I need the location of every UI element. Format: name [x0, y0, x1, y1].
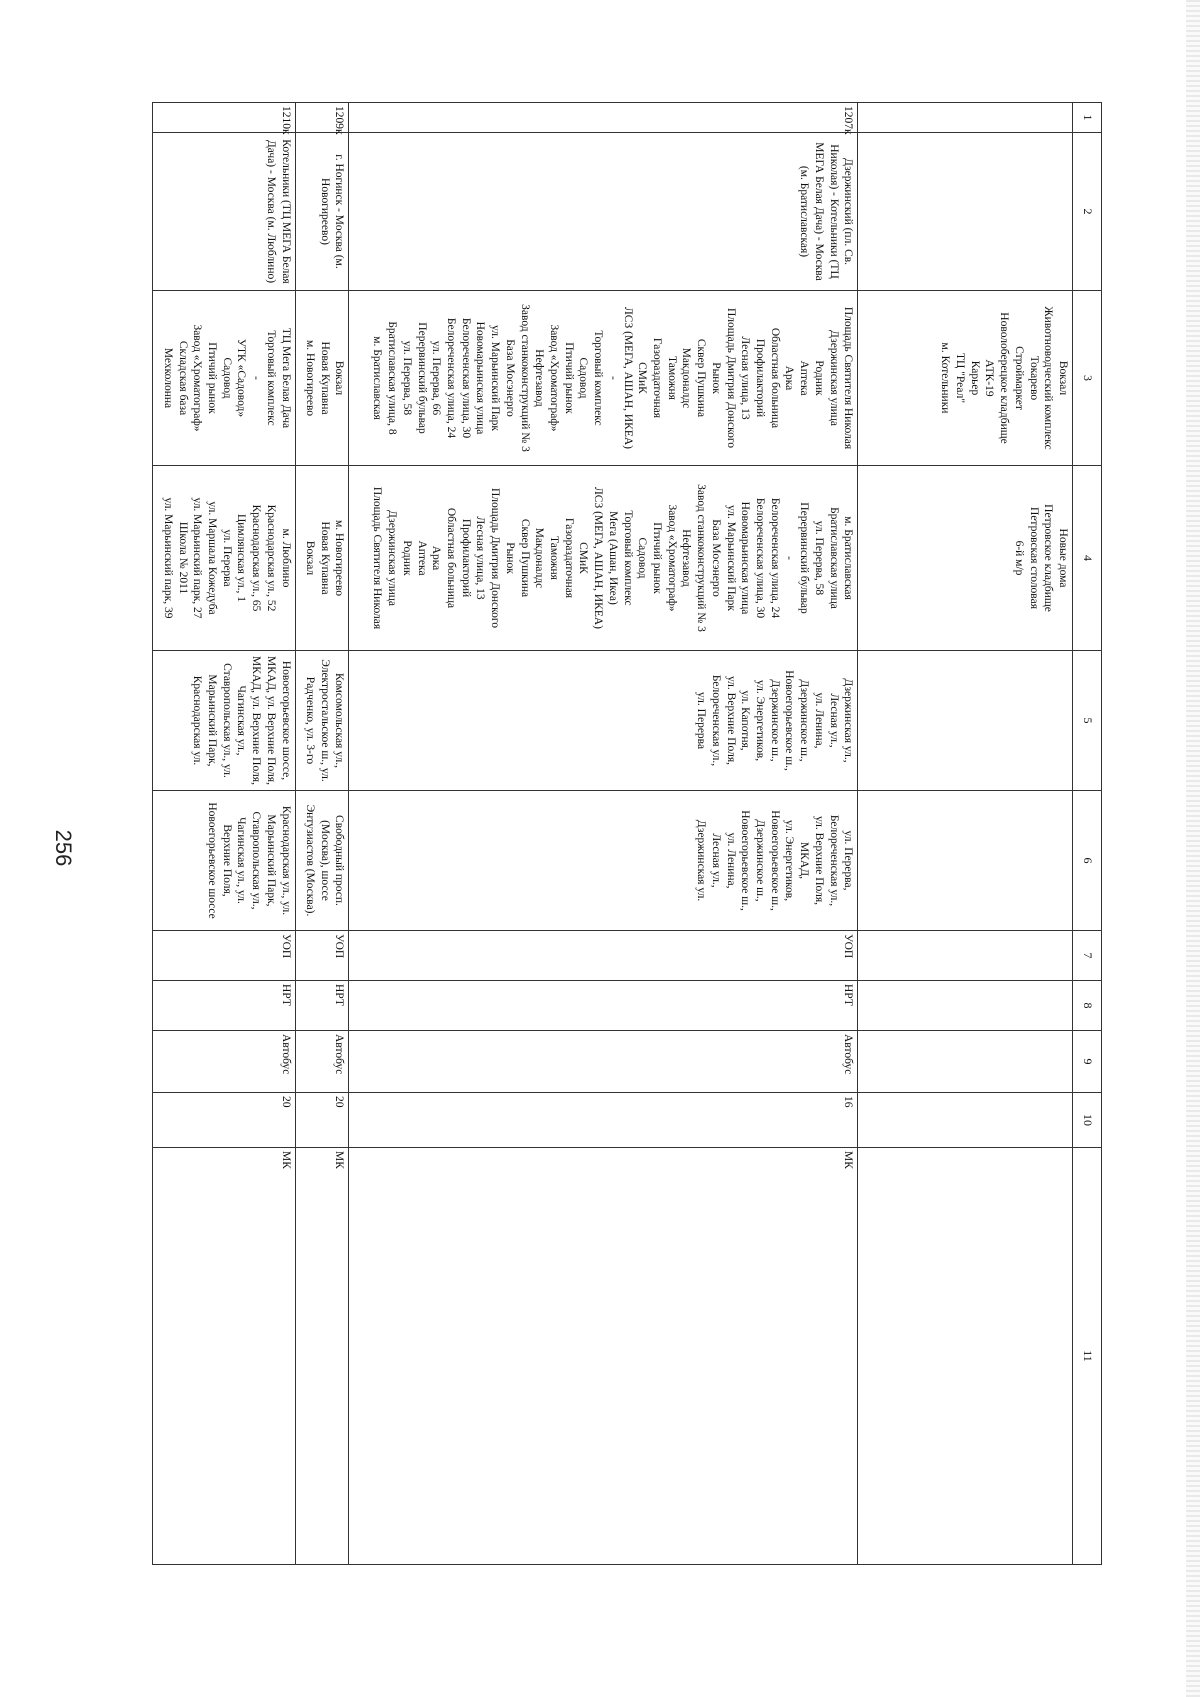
list-line: СМиК [577, 542, 590, 574]
list-line: База Мосэнерго [503, 339, 516, 417]
cell-col7: УОП [153, 931, 296, 981]
cell-col9: Автобус [295, 1031, 349, 1093]
list-line: Сквер Пушкина [518, 518, 531, 598]
streets-backward [153, 791, 296, 931]
route-number [858, 103, 1073, 133]
list-line: Площадь Дмитрия Донского [724, 307, 737, 449]
list-line: Электростальское ш., ул. [318, 659, 331, 782]
list-line: Цимлянская ул., 1 [235, 513, 248, 603]
list-line: Площадь Святителя Николая [842, 306, 855, 450]
column-header: 2 [1073, 133, 1102, 291]
cell-col7: УОП [349, 931, 858, 981]
list-line: Дзержинская улица [827, 330, 840, 426]
list-line: СМиК [636, 362, 649, 394]
list-line: ул. Перерва, 66 [430, 340, 443, 416]
list-line: Газораздаточная [562, 517, 575, 599]
cell-col11 [858, 1148, 1073, 1565]
list-line: Торговый комплекс [621, 510, 634, 606]
list-line: Дзержинская ул. [695, 819, 708, 902]
list-line: Петровское кладбище [1042, 504, 1055, 612]
route-name: Дзержинский (пл. Св. Николая) - Котельники (ТЦ МЕГА Белая Дача) - Москва (м. Братиславская) [349, 133, 858, 291]
list-line: Сквер Пушкина [695, 338, 708, 418]
list-line: Белореченская улица, 24 [444, 317, 457, 439]
list-line: Энтузиастов (Москва). [304, 804, 317, 917]
stops-backward [349, 466, 858, 651]
list-line: Газораздаточная [651, 337, 664, 419]
list-line: Краснодарская ул., 52 [264, 504, 277, 612]
stops-forward [349, 291, 858, 466]
list-line: Профилакторий [754, 338, 767, 418]
list-line: Макдоналдс [533, 527, 546, 589]
list-line: ТЦ Мега Белая Дача [279, 327, 292, 429]
stops-backward [858, 466, 1073, 651]
list-line: Краснодарская ул., 65 [250, 504, 263, 612]
list-line: Новомарьинская улица [474, 321, 487, 435]
list-line: м. Новогиреево [304, 339, 317, 417]
list-line: Дзержинская улица [386, 510, 399, 606]
list-line: Садовод [220, 357, 233, 399]
cell-col10 [858, 1093, 1073, 1148]
list-line: Нефтезавод [533, 349, 546, 407]
list-line: - [250, 376, 263, 380]
list-line: Новая Купавна [318, 341, 331, 415]
streets-forward [153, 651, 296, 791]
list-line: м. Братиславская [842, 516, 855, 600]
list-line: ул. Марьинский парк, 27 [191, 497, 204, 619]
list-line: Вокзал [1057, 360, 1069, 396]
list-line: МКАД, [798, 842, 811, 879]
list-line: Токарево [1027, 355, 1040, 401]
routes-table [152, 102, 1102, 1565]
list-line: Белореченская улица, 24 [768, 497, 781, 619]
cell-col9 [858, 1031, 1073, 1093]
list-line: Завод «Хроматограф» [665, 504, 678, 612]
list-line: Новоегорьевское ш., [739, 810, 752, 911]
list-line: Вокзал [333, 360, 346, 396]
list-line: Перервинский бульвар [798, 502, 811, 614]
list-line: Птичий рынок [562, 342, 575, 414]
streets-backward [858, 791, 1073, 931]
column-header: 1 [1073, 103, 1102, 133]
list-line: ул. Марьинский парк, 39 [161, 497, 174, 619]
list-line: Свободный просп. [333, 815, 346, 906]
list-line: ул. Ленина, [724, 832, 737, 889]
list-line: Ставропольская ул., [250, 811, 263, 910]
list-line: ЛСЗ (МЕГА, АШАН, ИКЕА) [621, 306, 634, 450]
list-line: Площадь Святителя Николая [371, 486, 384, 630]
list-line: База Мосэнерго [709, 519, 722, 597]
list-line: Лесная улица, 13 [739, 336, 752, 420]
list-line: ул. Перерва [695, 691, 708, 750]
list-line: ул. Маршала Кожедуба [205, 501, 218, 615]
list-line: Родник [812, 360, 825, 396]
table-row [349, 103, 858, 1565]
list-line: МКАД, ул. Верхние Поля, [264, 656, 277, 785]
list-line: Радченко, ул. 3-го [304, 676, 317, 765]
streets-backward [295, 791, 349, 931]
list-line: Мега (Ашан, Икеа) [606, 511, 619, 605]
list-line: Животноводческий комплекс [1042, 306, 1055, 450]
list-line: м. Люблино [279, 528, 292, 588]
streets-forward [349, 651, 858, 791]
list-line: Торговый комплекс [264, 330, 277, 426]
page-number: 256 [51, 829, 76, 867]
column-header: 7 [1073, 931, 1102, 981]
list-line: Лесная ул., [709, 833, 722, 888]
list-line: ул. Верхние Поля, [724, 675, 737, 766]
list-line: Рынок [503, 542, 516, 574]
list-line: Завод станкоконструкций № 3 [695, 484, 708, 632]
list-line: ул. Перерва, 58 [812, 520, 825, 596]
list-line: Садовод [636, 537, 649, 579]
list-line: - [606, 376, 619, 380]
list-line: Новомарьинская улица [739, 501, 752, 615]
list-line: Дзержинское ш., [798, 679, 811, 762]
list-line: Новоегорьевское шоссе, [279, 660, 292, 781]
cell-col8: НРТ [349, 981, 858, 1031]
route-number: 1207к [349, 103, 858, 133]
list-line: 6-й м/р [1012, 540, 1025, 576]
list-line: ул. Марьинский Парк [724, 505, 737, 611]
cell-col9: Автобус [153, 1031, 296, 1093]
list-line: ЛСЗ (МЕГА, АШАН, ИКЕА) [592, 486, 605, 630]
list-line: Карьер [968, 360, 981, 396]
cell-col10: 20 [295, 1093, 349, 1148]
list-line: Лесная улица, 13 [474, 516, 487, 600]
column-header: 10 [1073, 1093, 1102, 1148]
route-name [858, 133, 1073, 291]
table-row [153, 103, 296, 1565]
list-line: Дзержинское ш., [754, 819, 767, 902]
list-line: Завод «Хроматограф» [191, 324, 204, 432]
streets-backward [349, 791, 858, 931]
list-line: ул. Перерва [220, 529, 233, 587]
list-line: Белореченская улица, 30 [754, 497, 767, 619]
list-line: Птичий рынок [651, 522, 664, 594]
cell-col8 [858, 981, 1073, 1031]
list-line: ул. Перерва, [842, 830, 855, 891]
list-line: Дзержинская ул., [842, 678, 855, 763]
list-line: Мехколонна [161, 347, 174, 409]
list-line: Родник [400, 540, 413, 576]
route-name: г. Ногинск - Москва (м. Новогиреево) [295, 133, 349, 291]
streets-forward [858, 651, 1073, 791]
list-line: Завод «Хроматограф» [547, 324, 560, 432]
list-line: Дзержинское ш., [768, 679, 781, 762]
list-line: Чагинская ул., [235, 685, 248, 756]
list-line: Рынок [709, 362, 722, 394]
stops-forward [295, 291, 349, 466]
list-line: Новоегорьевское шоссе [205, 802, 218, 919]
column-header: 11 [1073, 1148, 1102, 1565]
list-line: Школа № 2011 [176, 521, 189, 595]
list-line: Белореченская улица, 30 [459, 317, 472, 439]
list-line: Вокзал [304, 540, 317, 576]
list-line: ул. Капотня, [739, 690, 752, 751]
list-line: ТЦ "Реал" [953, 352, 966, 404]
column-header: 9 [1073, 1031, 1102, 1093]
cell-col8: НРТ [153, 981, 296, 1031]
list-line: АТК-19 [983, 359, 996, 397]
list-line: м. Новогиреево [333, 519, 346, 597]
cell-col11: МК [153, 1148, 296, 1565]
cell-col11: МК [295, 1148, 349, 1565]
scan-edge [1186, 0, 1200, 1697]
list-line: Складская база [176, 340, 189, 416]
table-row [295, 103, 349, 1565]
list-line: м. Котельники [939, 342, 952, 414]
stops-forward [153, 291, 296, 466]
list-line: Областная больница [444, 507, 457, 609]
list-line: Краснодарская ул., ул. [279, 805, 292, 916]
list-line: ул. Верхние Поля, [812, 815, 825, 906]
routes-body [153, 103, 1073, 1565]
list-line: Белореченская ул., [709, 674, 722, 767]
table-row [858, 103, 1073, 1565]
list-line: Нефтезавод [680, 529, 693, 587]
cell-col7 [858, 931, 1073, 981]
list-line: Верхние Поля, [220, 824, 233, 897]
list-line: Завод станкоконструкций № 3 [518, 304, 531, 452]
list-line: Марьинский Парк, [205, 674, 218, 767]
route-number: 1210к [153, 103, 296, 133]
list-line: - [783, 556, 796, 560]
list-line: Новые дома [1057, 528, 1069, 588]
list-line: Площадь Дмитрия Донского [489, 487, 502, 629]
list-line: Областная больница [768, 327, 781, 429]
list-line: Торговый комплекс [592, 330, 605, 426]
stops-forward [858, 291, 1073, 466]
list-line: Аптека [415, 540, 428, 576]
list-line: Белореченская ул., [827, 814, 840, 907]
list-line: Арка [430, 545, 443, 571]
list-line: ул. Ленина, [812, 692, 825, 749]
list-line: Братиславская улица [827, 507, 840, 609]
column-header: 6 [1073, 791, 1102, 931]
list-line: м. Братиславская [371, 336, 384, 420]
list-line: УТК «Садовод» [235, 338, 248, 418]
list-line: Аптека [798, 360, 811, 396]
list-line: Комсомольская ул., [333, 673, 346, 768]
list-line: Новая Купавна [318, 521, 331, 595]
list-line: ул. Марьинский Парк [489, 325, 502, 431]
streets-forward [295, 651, 349, 791]
column-header: 8 [1073, 981, 1102, 1031]
list-line: Чагинская ул., ул. [235, 817, 248, 904]
list-line: (Москва), шоссе [318, 820, 331, 901]
list-line: Макдоналдс [680, 347, 693, 409]
list-line: Таможня [547, 536, 560, 580]
list-line: Таможня [665, 356, 678, 400]
cell-col10: 20 [153, 1093, 296, 1148]
cell-col7: УОП [295, 931, 349, 981]
list-line: Перервинский бульвар [415, 322, 428, 434]
list-line: Братиславская улица, 8 [386, 321, 399, 435]
list-line: Петровская столовая [1027, 507, 1040, 609]
stops-backward [153, 466, 296, 651]
rotated-table-container [152, 102, 1102, 1564]
column-header: 5 [1073, 651, 1102, 791]
header-row [1073, 103, 1102, 1565]
list-line: Новолоберецкое кладбище [998, 312, 1011, 444]
list-line: ул. Перерва, 58 [400, 340, 413, 416]
route-name: Котельники (ТЦ МЕГА Белая Дача) - Москва (м. Люблино) [153, 133, 296, 291]
list-line: Марьинский Парк, [264, 814, 277, 907]
route-number: 1209к [295, 103, 349, 133]
column-header: 3 [1073, 291, 1102, 466]
list-line: Птичий рынок [205, 342, 218, 414]
stops-backward [295, 466, 349, 651]
cell-col11: МК [349, 1148, 858, 1565]
cell-col9: Автобус [349, 1031, 858, 1093]
list-line: ул. Энергетиков, [783, 819, 796, 902]
list-line: Профилакторий [459, 518, 472, 598]
list-line: Новоегорьевское ш., [768, 810, 781, 911]
list-line: Садовод [577, 357, 590, 399]
cell-col8: НРТ [295, 981, 349, 1031]
list-line: Краснодарская ул. [191, 675, 204, 766]
list-line: МКАД, ул. Верхние Поля, [250, 656, 263, 785]
list-line: Ставропольская ул., ул. [220, 663, 233, 778]
list-line: Арка [783, 365, 796, 391]
list-line: Новоегорьевское ш., [783, 670, 796, 771]
list-line: ул. Энергетиков, [754, 679, 767, 762]
cell-col10: 16 [349, 1093, 858, 1148]
list-line: Лесная ул., [827, 693, 840, 748]
list-line: Строймаркет [1012, 346, 1025, 410]
column-header: 4 [1073, 466, 1102, 651]
